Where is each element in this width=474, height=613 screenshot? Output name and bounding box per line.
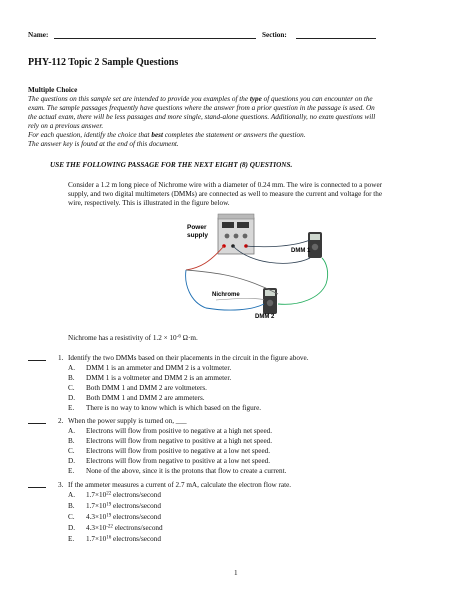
dmm1-label: DMM 1: [291, 248, 311, 254]
power-supply-icon: [218, 214, 254, 254]
passage-line-2: supply, and two digital multimeters (DMMs) are connected as well to measure the current and voltage for the: [68, 190, 383, 198]
choice-letter: E.: [68, 467, 75, 475]
intro-line-6: The answer key is found at the end of this document.: [28, 140, 179, 148]
intro-line-2: exam. The sample passages frequently have questions where the answer from a prior question in the passage is used. On: [28, 104, 375, 112]
choice-text: Electrons will flow from negative to positive at a low net speed.: [86, 457, 271, 465]
passage-line-3: wire, respectively. This is illustrated in the figure below.: [68, 199, 230, 207]
choice-text: Electrons will flow from positive to negative at a low net speed.: [86, 447, 271, 455]
dmm1-icon: [308, 232, 322, 258]
choice-text: $4.3\times 10^{19}$ electrons/second: [86, 513, 161, 521]
passage-line-1: Consider a 1.2 m long piece of Nichrome wire with a diameter of 0.24 mm. The wire is connected to a power: [68, 181, 383, 189]
choice-text: Both DMM 1 and DMM 2 are ammeters.: [86, 394, 205, 402]
power-supply-label: Power: [187, 224, 207, 231]
intro-line-4: rely on a previous answer.: [28, 122, 104, 130]
passage-heading: USE THE FOLLOWING PASSAGE FOR THE NEXT EIGHT (8) QUESTIONS.: [50, 161, 293, 169]
choice-letter: C.: [68, 513, 75, 521]
power-supply-label-2: supply: [187, 232, 208, 239]
nichrome-label: Nichrome: [212, 292, 240, 298]
choice-text: $1.7\times 10^{19}$ electrons/second: [86, 502, 161, 510]
question-stem: When the power supply is turned on, ___: [68, 417, 187, 425]
section-heading: Multiple Choice: [28, 86, 78, 94]
choice-text: DMM 1 is a voltmeter and DMM 2 is an ammeter.: [86, 374, 232, 382]
choice-text: $1.7\times 10^{16}$ electrons/second: [86, 535, 161, 543]
page-number: 1: [234, 569, 238, 577]
choice-letter: D.: [68, 524, 75, 532]
choice-text: $1.7\times 10^{22}$ electrons/second: [86, 491, 161, 499]
choice-text: Both DMM 1 and DMM 2 are voltmeters.: [86, 384, 207, 392]
intro-line-1: The questions on this sample set are intended to provide you examples of the type of questions you can encounter on the: [28, 95, 373, 103]
dmm2-icon: [263, 288, 277, 314]
choice-letter: B.: [68, 374, 75, 382]
choice-text: None of the above, since it is the protons that flow to create a current.: [86, 467, 287, 475]
answer-blank-2[interactable]: [28, 423, 46, 424]
choice-text: $4.3\times 10^{-22}$ electrons/second: [86, 524, 163, 532]
section-field[interactable]: [296, 38, 376, 39]
question-stem: If the ammeter measures a current of 2.7 mA, calculate the electron flow rate.: [68, 481, 292, 489]
choice-letter: A.: [68, 427, 75, 435]
choice-text: DMM 1 is an ammeter and DMM 2 is a voltmeter.: [86, 364, 232, 372]
intro-line-5: For each question, identify the choice that best completes the statement or answers the question.: [28, 131, 306, 139]
question-number: 2.: [58, 417, 64, 425]
resistivity-text: Nichrome has a resistivity of $1.2 \times 10^{-6}$ Ω·m.: [68, 334, 198, 342]
choice-letter: D.: [68, 457, 75, 465]
page-title: PHY-112 Topic 2 Sample Questions: [28, 57, 179, 68]
answer-blank-1[interactable]: [28, 360, 46, 361]
circuit-figure: [180, 212, 340, 328]
choice-letter: A.: [68, 491, 75, 499]
choice-text: Electrons will flow from positive to negative at a high net speed.: [86, 427, 273, 435]
choice-letter: C.: [68, 384, 75, 392]
choice-letter: B.: [68, 502, 75, 510]
intro-line-3: the actual exam, there will be less passages and more single, stand-alone questions. Additionally, no exam questions will: [28, 113, 376, 121]
choice-letter: E.: [68, 404, 75, 412]
choice-letter: A.: [68, 364, 75, 372]
choice-letter: C.: [68, 447, 75, 455]
name-field[interactable]: [54, 38, 256, 39]
dmm2-label: DMM 2: [255, 314, 275, 320]
choice-text: Electrons will flow from negative to positive at a high net speed.: [86, 437, 273, 445]
question-stem: Identify the two DMMs based on their placements in the circuit in the figure above.: [68, 354, 309, 362]
choice-letter: B.: [68, 437, 75, 445]
choice-letter: E.: [68, 535, 75, 543]
section-label: Section:: [262, 31, 287, 39]
choice-letter: D.: [68, 394, 75, 402]
choice-text: There is no way to know which is which based on the figure.: [86, 404, 262, 412]
question-number: 1.: [58, 354, 64, 362]
question-number: 3.: [58, 481, 64, 489]
name-label: Name:: [28, 31, 49, 39]
answer-blank-3[interactable]: [28, 487, 46, 488]
